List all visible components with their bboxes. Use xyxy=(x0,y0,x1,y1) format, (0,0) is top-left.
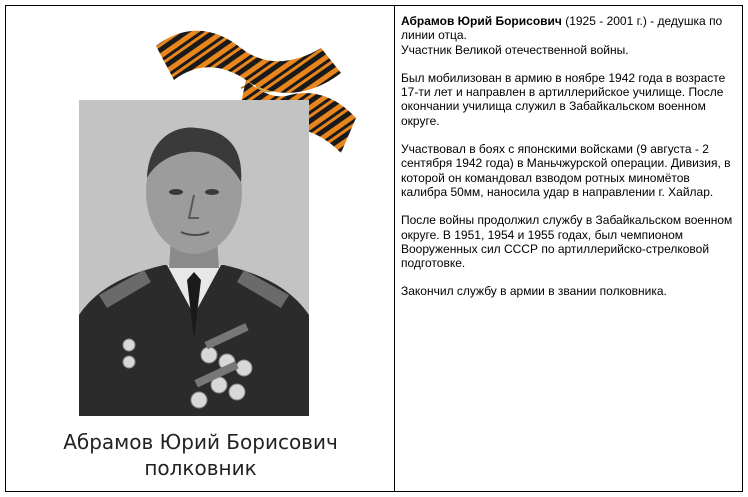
portrait-caption-rank: полковник xyxy=(144,456,257,480)
bio-paragraph-battles: Участвовал в боях с японскими войсками (9 августа - 2 сентября 1942 года) в Маньчжурской операции. Дивизия, в которой он командовал взводом ротных миномётов калибра 50мм, наносила удар в направлении г. Хайлар. xyxy=(401,142,731,199)
bio-paragraph-retirement: Закончил службу в армии в звании полковника. xyxy=(401,284,667,299)
bio-intro-line2: Участник Великой отечественной войны. xyxy=(401,42,629,57)
bio-paragraph-mobilization: Был мобилизован в армию в ноябре 1942 года в возрасте 17-ти лет и направлен в артиллерийское училище. После окончании училища служил в Забайкальском военном округе. xyxy=(401,70,726,128)
bio-paragraph-postwar: После войны продолжил службу в Забайкальском военном округе. В 1951, 1954 и 1955 годах, был чемпионом Вооруженных сил СССР по артиллерийско-стрелковой подготовке. xyxy=(401,213,733,271)
bio-intro-rest: (1925 - 2001 г.) - дедушка по линии отца. xyxy=(401,14,723,43)
biography-panel xyxy=(395,6,742,491)
bio-intro xyxy=(401,14,734,57)
portrait-photo xyxy=(79,100,309,416)
bio-name: Абрамов Юрий Борисович xyxy=(401,14,562,28)
portrait-caption-name: Абрамов Юрий Борисович xyxy=(63,430,338,454)
memorial-card xyxy=(5,5,743,492)
portrait-panel xyxy=(6,6,395,491)
